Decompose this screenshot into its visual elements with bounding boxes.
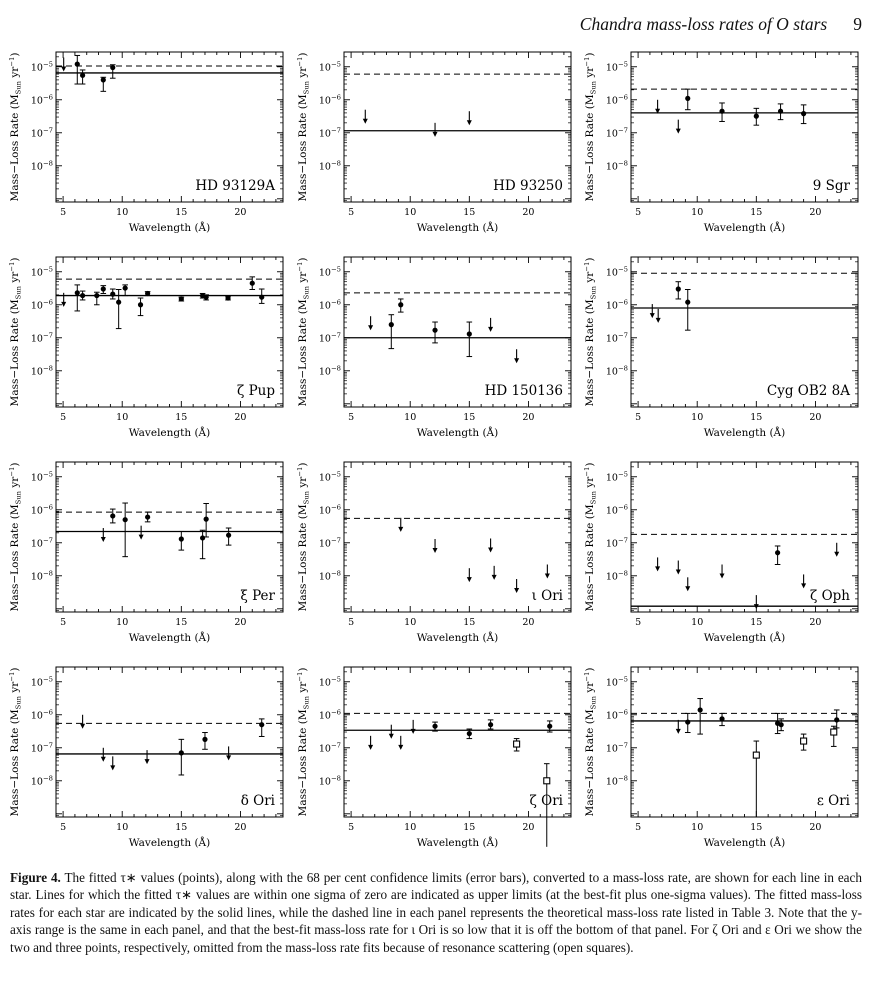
data-point [226, 533, 231, 538]
x-tick-label: 15 [175, 412, 188, 423]
x-tick-label: 5 [60, 617, 67, 628]
data-point [80, 293, 85, 298]
star-name-label: HD 93250 [492, 178, 563, 194]
data-points [675, 282, 690, 330]
y-tick-label: $10^{-6}$ [30, 503, 53, 517]
x-tick-label: 10 [691, 412, 704, 423]
y-tick-label: $10^{-7}$ [605, 536, 628, 550]
panel-xi-per [6, 454, 291, 656]
y-tick-label: $10^{-5}$ [605, 60, 628, 74]
upper-limit-arrows [398, 518, 550, 593]
x-tick-label: 20 [521, 822, 534, 833]
data-points [179, 719, 265, 775]
data-point [432, 328, 437, 333]
x-tick-label: 15 [462, 617, 475, 628]
running-head [0, 0, 872, 35]
x-tick-label: 10 [691, 822, 704, 833]
x-tick-label: 20 [234, 617, 247, 628]
data-point [685, 719, 690, 724]
y-tick-label: $10^{-6}$ [318, 298, 341, 312]
figure-caption-label: Figure 4. [10, 870, 61, 885]
upper-limit-arrows [61, 58, 66, 72]
data-point [685, 96, 690, 101]
y-tick-label: $10^{-5}$ [318, 60, 341, 74]
x-tick-label: 10 [116, 207, 129, 218]
chart-iota-ori [294, 454, 579, 656]
y-tick-label: $10^{-8}$ [605, 364, 628, 378]
y-axis-label: Mass−Loss Rate ($M_{Sun}$ $yr^{-1}$) [583, 462, 598, 612]
data-point [488, 722, 493, 727]
y-tick-label: $10^{-8}$ [318, 774, 341, 788]
x-tick-label: 15 [750, 617, 763, 628]
data-points [432, 720, 552, 739]
y-tick-label: $10^{-8}$ [605, 774, 628, 788]
x-tick-label: 15 [462, 207, 475, 218]
y-axis-label: Mass−Loss Rate ($M_{Sun}$ $yr^{-1}$) [295, 667, 310, 817]
y-tick-label: $10^{-8}$ [30, 159, 53, 173]
x-tick-label: 5 [635, 617, 642, 628]
data-point [698, 707, 703, 712]
data-points [685, 89, 806, 125]
y-axis-label: Mass−Loss Rate ($M_{Sun}$ $yr^{-1}$) [8, 52, 23, 202]
upper-limit-arrows [650, 304, 661, 323]
running-head-title: Chandra mass-loss rates of O stars [579, 14, 828, 34]
chart-zeta-ori [294, 659, 579, 861]
panel-zeta-oph [581, 454, 866, 656]
x-tick-label: 20 [521, 617, 534, 628]
panel-epsilon-ori [581, 659, 866, 861]
upper-limit-arrows [676, 720, 681, 734]
y-tick-label: $10^{-5}$ [605, 265, 628, 279]
y-tick-label: $10^{-8}$ [605, 159, 628, 173]
x-tick-label: 10 [403, 617, 416, 628]
y-axis-label: Mass−Loss Rate ($M_{Sun}$ $yr^{-1}$) [295, 462, 310, 612]
x-axis-label: Wavelength (Å) [416, 837, 498, 849]
star-name-label: ζ Oph [809, 588, 850, 604]
star-name-label: ζ Ori [529, 793, 563, 809]
y-axis-label: Mass−Loss Rate ($M_{Sun}$ $yr^{-1}$) [295, 257, 310, 407]
y-tick-label: $10^{-7}$ [318, 536, 341, 550]
star-name-label: 9 Sgr [812, 178, 850, 194]
y-tick-label: $10^{-5}$ [318, 675, 341, 689]
x-tick-label: 20 [521, 412, 534, 423]
data-point [110, 292, 115, 297]
x-tick-label: 15 [750, 207, 763, 218]
chart-zeta-pup [6, 249, 291, 451]
y-tick-label: $10^{-8}$ [318, 364, 341, 378]
x-tick-label: 5 [347, 207, 354, 218]
x-tick-label: 15 [750, 412, 763, 423]
open-square-point [801, 738, 807, 744]
x-axis-label: Wavelength (Å) [128, 222, 211, 234]
data-point [834, 717, 839, 722]
data-point [466, 331, 471, 336]
data-points [74, 277, 264, 329]
y-tick-label: $10^{-7}$ [30, 741, 53, 755]
x-tick-label: 10 [116, 822, 129, 833]
data-point [779, 722, 784, 727]
chart-hd-150136 [294, 249, 579, 451]
x-tick-label: 10 [403, 412, 416, 423]
panel-zeta-ori [294, 659, 579, 861]
y-tick-label: $10^{-5}$ [318, 470, 341, 484]
y-tick-label: $10^{-6}$ [30, 298, 53, 312]
y-tick-label: $10^{-6}$ [318, 93, 341, 107]
y-axis-label: Mass−Loss Rate ($M_{Sun}$ $yr^{-1}$) [583, 257, 598, 407]
x-axis-label: Wavelength (Å) [416, 632, 498, 644]
data-points [685, 699, 840, 735]
y-tick-label: $10^{-7}$ [605, 741, 628, 755]
upper-limit-arrows [101, 526, 144, 542]
panel-zeta-pup [6, 249, 291, 451]
data-point [685, 300, 690, 305]
x-tick-label: 20 [234, 207, 247, 218]
data-point [801, 111, 806, 116]
x-tick-label: 15 [462, 412, 475, 423]
y-tick-label: $10^{-8}$ [605, 569, 628, 583]
x-tick-label: 10 [116, 412, 129, 423]
x-axis-label: Wavelength (Å) [128, 427, 211, 439]
y-tick-label: $10^{-6}$ [605, 503, 628, 517]
data-point [204, 517, 209, 522]
data-point [676, 286, 681, 291]
open-square-point [831, 729, 837, 735]
y-tick-label: $10^{-6}$ [318, 708, 341, 722]
y-tick-label: $10^{-5}$ [30, 265, 53, 279]
star-name-label: HD 150136 [484, 383, 563, 399]
y-tick-label: $10^{-7}$ [318, 331, 341, 345]
x-axis-label: Wavelength (Å) [703, 427, 786, 439]
data-point [225, 295, 230, 300]
star-name-label: ι Ori [531, 588, 563, 604]
y-tick-label: $10^{-5}$ [30, 470, 53, 484]
panel-hd-150136 [294, 249, 579, 451]
chart-xi-per [6, 454, 291, 656]
y-tick-label: $10^{-7}$ [30, 536, 53, 550]
upper-limit-arrows [362, 110, 471, 137]
y-tick-label: $10^{-7}$ [30, 331, 53, 345]
data-point [259, 295, 264, 300]
data-point [388, 322, 393, 327]
x-axis-label: Wavelength (Å) [703, 222, 786, 234]
panel-hd-93129a [6, 44, 291, 246]
y-tick-label: $10^{-6}$ [605, 93, 628, 107]
chart-cyg-ob2-8a [581, 249, 866, 451]
y-tick-label: $10^{-7}$ [605, 126, 628, 140]
chart-hd-93250 [294, 44, 579, 246]
x-tick-label: 20 [809, 617, 822, 628]
x-tick-label: 5 [635, 207, 642, 218]
upper-limit-arrows [368, 720, 416, 750]
y-axis-label: Mass−Loss Rate ($M_{Sun}$ $yr^{-1}$) [8, 667, 23, 817]
data-point [202, 737, 207, 742]
data-points [388, 299, 472, 357]
data-point [398, 302, 403, 307]
data-point [145, 291, 150, 296]
x-axis-label: Wavelength (Å) [128, 837, 211, 849]
data-point [110, 65, 115, 70]
y-tick-label: $10^{-8}$ [30, 569, 53, 583]
y-axis-label: Mass−Loss Rate ($M_{Sun}$ $yr^{-1}$) [583, 667, 598, 817]
data-point [204, 295, 209, 300]
data-point [179, 536, 184, 541]
y-axis-label: Mass−Loss Rate ($M_{Sun}$ $yr^{-1}$) [8, 257, 23, 407]
x-tick-label: 5 [60, 822, 67, 833]
star-name-label: ζ Pup [236, 383, 275, 399]
panel-delta-ori [6, 659, 291, 861]
panel-hd-93250 [294, 44, 579, 246]
y-tick-label: $10^{-5}$ [318, 265, 341, 279]
upper-limit-arrows [655, 100, 681, 134]
data-point [75, 62, 80, 67]
y-tick-label: $10^{-5}$ [605, 470, 628, 484]
data-point [547, 724, 552, 729]
open-square-point [513, 741, 519, 747]
x-tick-label: 10 [691, 617, 704, 628]
data-points [775, 546, 781, 565]
page-number: 9 [853, 14, 862, 34]
x-tick-label: 20 [521, 207, 534, 218]
star-name-label: ξ Per [240, 588, 275, 604]
x-tick-label: 10 [116, 617, 129, 628]
x-tick-label: 15 [750, 822, 763, 833]
chart-epsilon-ori [581, 659, 866, 861]
y-tick-label: $10^{-7}$ [318, 126, 341, 140]
y-tick-label: $10^{-8}$ [30, 364, 53, 378]
data-point [754, 114, 759, 119]
y-tick-label: $10^{-7}$ [605, 331, 628, 345]
data-point [94, 293, 99, 298]
data-point [110, 513, 115, 518]
y-tick-label: $10^{-8}$ [318, 569, 341, 583]
star-name-label: HD 93129A [195, 178, 275, 194]
data-point [775, 550, 780, 555]
panel-iota-ori [294, 454, 579, 656]
figure-caption-text: The fitted τ∗ values (points), along with the 68 per cent confidence limits (error bars), converted to a mass-loss rate, are shown for each line in each star. Lines for which the fitted τ∗ values are within one sigma of zero are indicated as upper limits (at the best-fit plus one-sigma values). The fitted mass-loss rates for each star are indicated by the solid lines, while the dashed line in each panel represents the theoretical mass-loss rate listed in Table 3. Note that the y-axis range is the same in each panel, and that the best-fit mass-loss rate for ι Ori is so low that it is off the bottom of that panel. For ζ Ori and ε Ori we show the two and three points, respectively, omitted from the mass-loss rate fits because of resonance scattering (open squares). [10, 870, 862, 955]
data-point [778, 109, 783, 114]
y-tick-label: $10^{-5}$ [30, 675, 53, 689]
x-tick-label: 5 [60, 207, 67, 218]
y-axis-label: Mass−Loss Rate ($M_{Sun}$ $yr^{-1}$) [295, 52, 310, 202]
data-point [179, 296, 184, 301]
y-axis-label: Mass−Loss Rate ($M_{Sun}$ $yr^{-1}$) [8, 462, 23, 612]
data-point [250, 281, 255, 286]
x-tick-label: 5 [347, 617, 354, 628]
y-tick-label: $10^{-5}$ [605, 675, 628, 689]
y-tick-label: $10^{-7}$ [318, 741, 341, 755]
data-point [123, 285, 128, 290]
y-tick-label: $10^{-6}$ [30, 93, 53, 107]
data-point [116, 300, 121, 305]
y-axis-label: Mass−Loss Rate ($M_{Sun}$ $yr^{-1}$) [583, 52, 598, 202]
data-point [179, 750, 184, 755]
x-tick-label: 20 [809, 822, 822, 833]
star-name-label: ε Ori [816, 793, 850, 809]
x-tick-label: 15 [175, 822, 188, 833]
x-tick-label: 15 [462, 822, 475, 833]
data-point [719, 716, 724, 721]
x-axis-label: Wavelength (Å) [128, 632, 211, 644]
data-point [75, 290, 80, 295]
x-tick-label: 20 [234, 822, 247, 833]
data-point [200, 535, 205, 540]
x-tick-label: 15 [175, 617, 188, 628]
x-tick-label: 5 [60, 412, 67, 423]
y-tick-label: $10^{-8}$ [30, 774, 53, 788]
x-axis-label: Wavelength (Å) [703, 837, 786, 849]
data-point [466, 731, 471, 736]
x-tick-label: 5 [347, 412, 354, 423]
chart-delta-ori [6, 659, 291, 861]
y-tick-label: $10^{-6}$ [318, 503, 341, 517]
y-tick-label: $10^{-6}$ [605, 708, 628, 722]
panel-9-sgr [581, 44, 866, 246]
x-axis-label: Wavelength (Å) [416, 427, 498, 439]
y-tick-label: $10^{-5}$ [30, 60, 53, 74]
data-point [259, 722, 264, 727]
data-point [432, 724, 437, 729]
data-point [101, 286, 106, 291]
data-point [145, 514, 150, 519]
x-axis-label: Wavelength (Å) [416, 222, 498, 234]
data-point [719, 109, 724, 114]
open-square-point [753, 752, 759, 758]
x-tick-label: 20 [809, 207, 822, 218]
y-tick-label: $10^{-7}$ [30, 126, 53, 140]
y-tick-label: $10^{-6}$ [30, 708, 53, 722]
panel-cyg-ob2-8a [581, 249, 866, 451]
chart-zeta-oph [581, 454, 866, 656]
star-name-label: δ Ori [240, 793, 275, 809]
x-tick-label: 10 [403, 822, 416, 833]
x-tick-label: 5 [347, 822, 354, 833]
y-tick-label: $10^{-6}$ [605, 298, 628, 312]
data-point [101, 77, 106, 82]
x-tick-label: 5 [635, 822, 642, 833]
figure-caption [0, 869, 872, 956]
x-axis-label: Wavelength (Å) [703, 632, 786, 644]
y-tick-label: $10^{-8}$ [318, 159, 341, 173]
data-point [138, 302, 143, 307]
x-tick-label: 5 [635, 412, 642, 423]
chart-9-sgr [581, 44, 866, 246]
x-tick-label: 20 [234, 412, 247, 423]
figure-4-grid [0, 44, 872, 861]
x-tick-label: 10 [691, 207, 704, 218]
x-tick-label: 15 [175, 207, 188, 218]
open-square-point [543, 778, 549, 784]
x-tick-label: 20 [809, 412, 822, 423]
chart-hd-93129a [6, 44, 291, 246]
x-tick-label: 10 [403, 207, 416, 218]
star-name-label: Cyg OB2 8A [766, 383, 850, 399]
data-point [123, 517, 128, 522]
data-point [80, 73, 85, 78]
